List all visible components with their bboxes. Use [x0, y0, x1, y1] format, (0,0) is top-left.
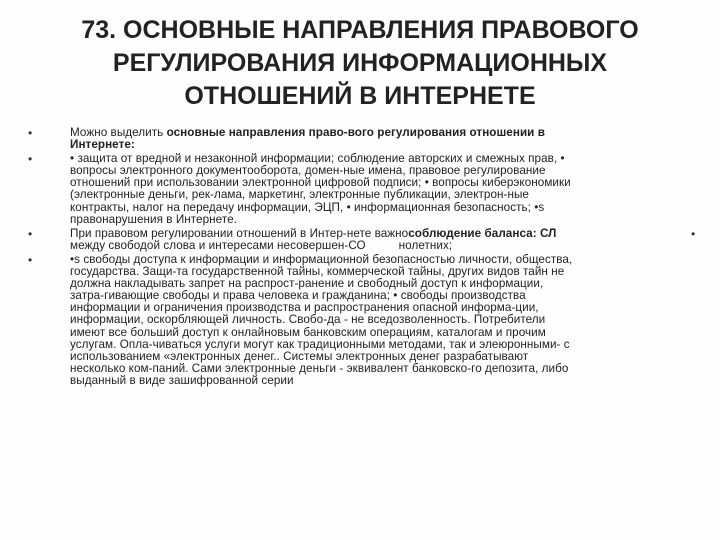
slide-title [20, 14, 700, 113]
bullet-item [22, 226, 696, 252]
text-line: информации и ограничения производства и распространения опасной информа-ции, [70, 301, 539, 315]
bullet-marker: • [28, 226, 33, 241]
text-line: должна накладывать запрет на распрост-ранение и свободный доступ к информации, [70, 277, 544, 291]
bullet-marker: • [28, 252, 33, 267]
text-line: между свободой слова и интересами несовершен-СО нолетних; [70, 238, 453, 252]
text-line: вопросы электронного документооборота, домен-ные имена, правовое регулирование [70, 164, 546, 178]
text-run: При правовом регулировании отношений в Интер-нете важно [70, 226, 409, 240]
bullet-item [22, 254, 672, 387]
bullet-list [22, 126, 696, 387]
bullet-item [22, 127, 672, 151]
bullet-text [70, 254, 672, 387]
emphasis-text: основные направления право-вого регулирования отношении в [166, 126, 545, 139]
text-line [70, 127, 672, 139]
text-line: государства. Защи-та государственной тайны, коммерческой тайны, других видов тайн не [70, 265, 565, 279]
emphasis-text: Интернете: [70, 138, 135, 152]
text-line: (электронные деньги, рек-лама, маркетинг, электронные публикации, электрон-ные [70, 188, 529, 202]
text-line: отношений при использовании электронной цифровой подписи; • вопросы киберэкономики [70, 176, 571, 190]
bullet-marker: • [28, 126, 33, 140]
text-line: информации, оскорбляющей личность. Свобо-да - не вседозволенность. Потребители [70, 313, 546, 327]
bullet-marker-right: • [691, 226, 696, 241]
text-line: контракты, налог на передачу информации, ЭЦП, • информационная безопасность; •s [70, 200, 545, 214]
text-line: выданный в виде зашифрованной серии [70, 373, 294, 387]
emphasis-text: соблюдение баланса: СЛ [408, 226, 557, 240]
text-line: использованием «электронных денег.. Системы электронных денег разрабатывают [70, 349, 529, 363]
text-line: правонарушения в Интернете. [70, 212, 237, 226]
text-line: • защита от вредной и незаконной информации; соблюдение авторских и смежных прав, • [70, 152, 565, 166]
text-line: •s свободы доступа к информации и информационной безопасностью личности, общества, [70, 252, 573, 266]
bullet-text [70, 153, 672, 226]
text-line: услугам. Опла-чиваться услуги могут как традиционными методами, так и элеюронными- с [70, 337, 570, 351]
bullet-marker: • [28, 152, 33, 167]
text-line: имеют все больший доступ к онлайновым банковским операциям, каталогам и прочим [70, 325, 546, 339]
title-line: РЕГУЛИРОВАНИЯ ИНФОРМАЦИОННЫХ [112, 49, 608, 77]
bullet-text [70, 228, 672, 252]
text-line: затра-гивающие свободы и права человека и гражданина; • свободы производства [70, 289, 526, 303]
title-line: ОТНОШЕНИЙ В ИНТЕРНЕТЕ [184, 82, 536, 110]
bullet-text [70, 127, 672, 151]
text-run: Можно выделить [70, 126, 167, 139]
title-line: 73. ОСНОВНЫЕ НАПРАВЛЕНИЯ ПРАВОВОГО [81, 16, 639, 44]
text-line [70, 139, 672, 151]
bullet-item [22, 153, 672, 226]
text-line: несколько ком-паний. Сами электронные деньги - эквивалент банковско-го депозита, либо [70, 361, 569, 375]
